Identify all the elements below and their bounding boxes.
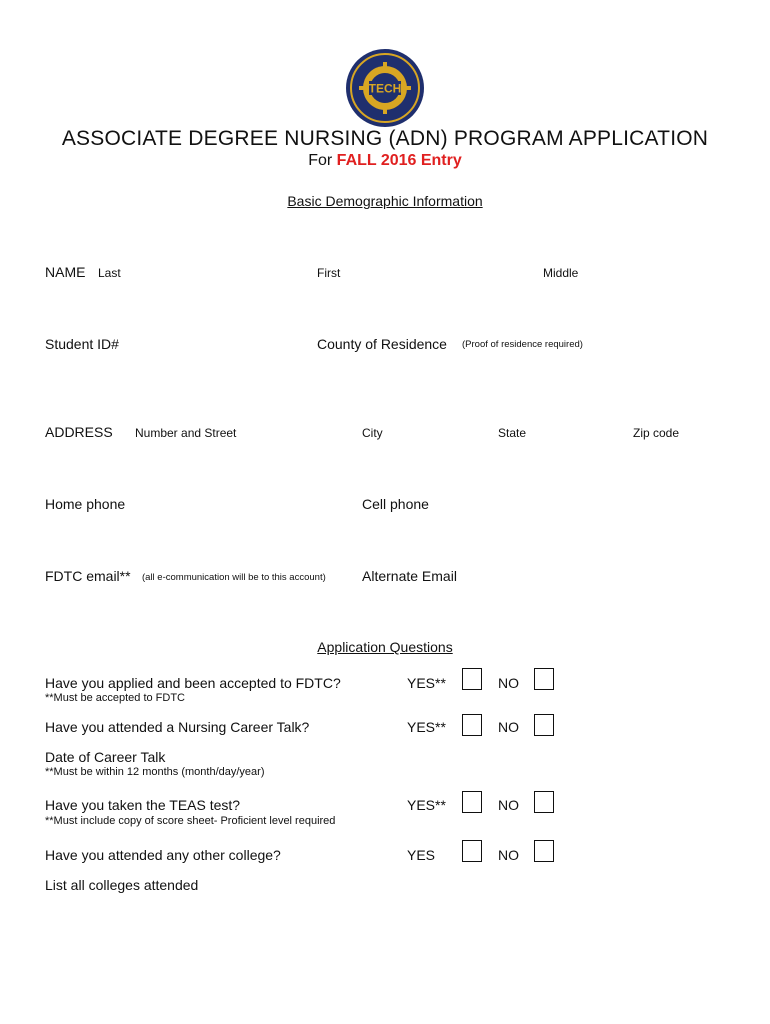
county-note: (Proof of residence required): [462, 339, 583, 350]
career-talk-date-note: **Must be within 12 months (month/day/year): [45, 766, 265, 778]
question-accepted-fdtc-note: **Must be accepted to FDTC: [45, 692, 186, 704]
career-talk-date-label: Date of Career Talk: [45, 749, 166, 765]
address-city-label: City: [362, 426, 383, 440]
name-middle-label: Middle: [543, 266, 579, 280]
address-state-label: State: [498, 426, 527, 440]
county-label: County of Residence: [317, 336, 447, 352]
student-id-label: Student ID#: [45, 336, 119, 352]
address-zip-label: Zip code: [633, 426, 680, 440]
q2-yes-label: YES**: [407, 719, 446, 735]
q3-yes-label: YES**: [407, 797, 446, 813]
address-street-label: Number and Street: [135, 426, 237, 440]
q1-yes-checkbox[interactable]: [462, 668, 482, 690]
name-label: NAME: [45, 264, 86, 280]
questions-heading: Application Questions: [317, 639, 453, 655]
question-other-college: Have you attended any other college?: [45, 847, 281, 863]
q1-no-label: NO: [498, 675, 519, 691]
q4-yes-label: YES: [407, 847, 436, 863]
q4-no-checkbox[interactable]: [534, 840, 554, 862]
subtitle-highlight: FALL 2016 Entry: [336, 152, 462, 169]
q4-yes-checkbox[interactable]: [462, 840, 482, 862]
alternate-email-label: Alternate Email: [362, 568, 457, 584]
college-seal-logo: [345, 48, 425, 128]
q1-yes-label: YES**: [407, 675, 446, 691]
page-title: ASSOCIATE DEGREE NURSING (ADN) PROGRAM APPLICATION: [61, 127, 709, 150]
logo-text: TECH: [368, 81, 402, 96]
q2-no-checkbox[interactable]: [534, 714, 554, 736]
fdtc-email-label: FDTC email**: [45, 568, 131, 584]
q3-yes-checkbox[interactable]: [462, 791, 482, 813]
question-teas-test-note: **Must include copy of score sheet- Proficient level required: [45, 815, 336, 827]
page-subtitle: [0, 152, 770, 170]
q2-yes-checkbox[interactable]: [462, 714, 482, 736]
subtitle-prefix: For: [308, 152, 337, 169]
question-teas-test: Have you taken the TEAS test?: [45, 797, 241, 813]
home-phone-label: Home phone: [45, 496, 126, 512]
cell-phone-label: Cell phone: [362, 496, 429, 512]
q3-no-checkbox[interactable]: [534, 791, 554, 813]
demographics-heading: Basic Demographic Information: [287, 193, 483, 209]
name-last-label: Last: [98, 266, 121, 280]
q1-no-checkbox[interactable]: [534, 668, 554, 690]
q4-no-label: NO: [498, 847, 519, 863]
address-label: ADDRESS: [45, 424, 113, 440]
question-career-talk: Have you attended a Nursing Career Talk?: [45, 719, 310, 735]
q3-no-label: NO: [498, 797, 519, 813]
fdtc-email-note: (all e-communication will be to this account): [142, 572, 326, 583]
name-first-label: First: [317, 266, 341, 280]
q2-no-label: NO: [498, 719, 519, 735]
colleges-attended-label: List all colleges attended: [45, 877, 199, 893]
question-accepted-fdtc: Have you applied and been accepted to FDTC?: [45, 675, 341, 691]
